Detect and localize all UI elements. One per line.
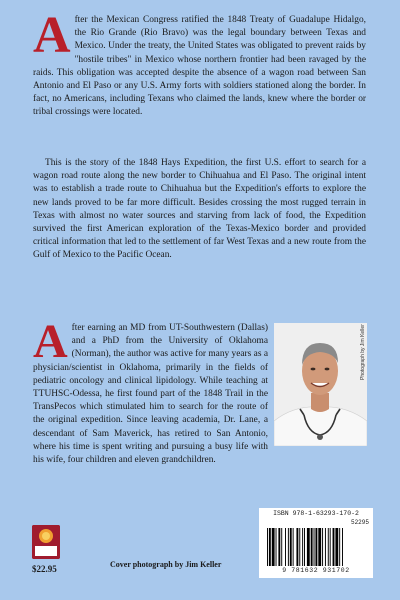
photo-credit-vertical: Photograph by Jim Keller	[360, 324, 366, 380]
barcode-area	[259, 508, 373, 578]
sunstone-logo-icon	[32, 525, 60, 559]
intro-paragraph	[33, 7, 366, 120]
bio-dropcap: A	[33, 315, 68, 368]
story-paragraph: This is the story of the 1848 Hays Expedition, the first U.S. effort to search for a wagon road route along the new border to Chihuahua and El Paso. The original intent was to establish a trade route to Chihuahua but the Expedition's efforts to explore the new lands proved to be far more difficult. Besides crossing the most rugged terrain in Texas with almost no water sources and starving from lack of food, the Expedition survived the first American exploration of the Texas-Mexico border and provided critical information that led to the settlement of far West Texas and a new route from the Gulf of Mexico to the Pacific Ocean.	[33, 158, 366, 261]
ean-digits: 9 781632 931702	[282, 567, 350, 574]
author-portrait-icon	[274, 323, 367, 446]
bio-text: fter earning an MD from UT-Southwestern (Dallas) and a PhD from the University of Oklahoma (Norman), the author was active for many years as a physician/scientist in Oklahoma, primarily in the fields of pediatric oncology and clinical lipidology. While teaching at TTUHSC-Odessa, he first found part of the 1848 Trail in the TransPecos which stimulated him to search for the route of the original expedition. Since leaving academia, Dr. Lane, a descendant of Sam Maverick, has retired to San Antonio, where his time is spent writing and pursuing a busy life with his wife, four children and eleven grandchildren.	[33, 323, 268, 466]
price-code: 52295	[350, 519, 369, 526]
isbn-label: ISBN 978-1-63293-170-2	[273, 510, 359, 517]
cover-photo-credit: Cover photograph by Jim Keller	[110, 560, 222, 569]
intro-dropcap: A	[33, 7, 71, 64]
author-bio	[33, 315, 268, 467]
publisher-logo	[32, 525, 60, 559]
book-price: $22.95	[32, 564, 57, 574]
intro-text: fter the Mexican Congress ratified the 1848 Treaty of Guadalupe Hidalgo, the Rio Grande (Rio Bravo) was the legal boundary between Texas and Mexico. Under the treaty, the United States was obligated to prevent raids by "hostile tribes" in Mexico whose northern frontier had been ravaged by the raids. This obligation was accepted despite the absence of a wagon road between San Antonio and El Paso or any U.S. Army forts with soldiers stationed along the border. In fact, no Americans, including Texans who claimed the lands, knew where the border or tribal crossings were located.	[33, 15, 366, 118]
author-photo	[274, 323, 367, 446]
